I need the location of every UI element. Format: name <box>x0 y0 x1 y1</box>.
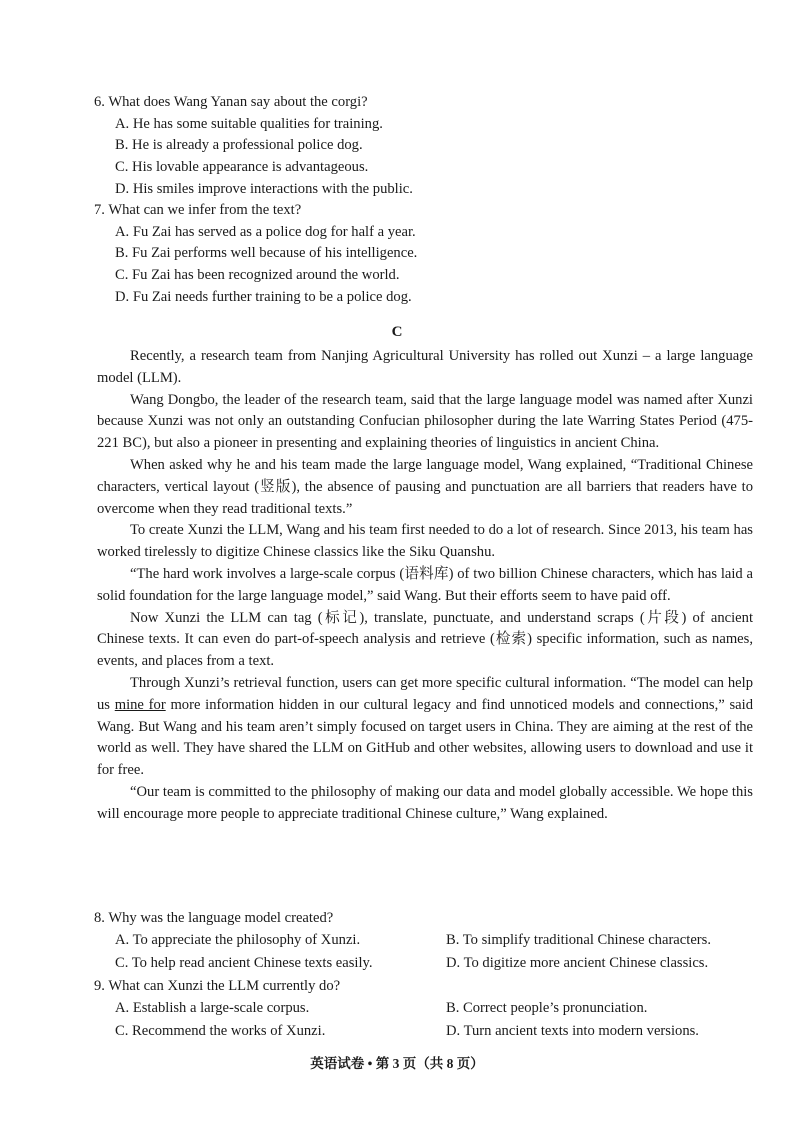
passage-paragraph-4: To create Xunzi the LLM, Wang and his team first needed to do a lot of research. Since 2013, his team has worked tirelessly to digitize Chinese classics like the Siku Quanshu. <box>97 522 753 561</box>
passage-paragraph-3: When asked why he and his team made the large language model, Wang explained, “Traditional Chinese characters, vertical layout (竖版), the absence of pausing and punctuation are all barriers that readers have to overcome when they read traditional texts.” <box>97 456 753 517</box>
question-6-options <box>115 114 413 201</box>
passage-paragraph-7 <box>97 673 753 782</box>
q8-options-row-1 <box>115 930 755 952</box>
question-9: 9. What can Xunzi the LLM currently do? <box>94 978 341 994</box>
q7-option-c: C. Fu Zai has been recognized around the world. <box>115 267 400 284</box>
q6-option-c: C. His lovable appearance is advantageous. <box>115 159 369 176</box>
q9-option-c: C. Recommend the works of Xunzi. <box>115 1023 326 1039</box>
page-footer: 英语试卷 • 第 3 页（共 8 页） <box>310 1056 484 1071</box>
underlined-phrase: mine for <box>114 696 166 713</box>
passage <box>97 346 753 826</box>
q9-options-row-2 <box>115 1021 755 1043</box>
question-7: 7. What can we infer from the text? <box>94 202 302 218</box>
q7-option-d: D. Fu Zai needs further training to be a police dog. <box>115 288 412 305</box>
q8-option-c: C. To help read ancient Chinese texts easily. <box>115 955 373 971</box>
question-6: 6. What does Wang Yanan say about the corgi? <box>94 94 368 110</box>
passage-paragraph-2: Wang Dongbo, the leader of the research team, said that the large language model was named after Xunzi because Xunzi was not only an outstanding Confucian philosopher during the late Warring States Period (475-221 BC), but also a pioneer in presenting and explaining theories of linguistics in ancient China. <box>97 391 753 452</box>
q6-option-d: D. His smiles improve interactions with the public. <box>115 180 413 197</box>
q6-option-b: B. He is already a professional police dog. <box>115 137 363 154</box>
passage-paragraph-6: Now Xunzi the LLM can tag (标记), translate, punctuate, and understand scraps (片段) of ancient Chinese texts. It can even do part-of-speech analysis and retrieve (检索) specific information, such as names, events, and places from a text. <box>97 609 753 670</box>
q7-option-b: B. Fu Zai performs well because of his intelligence. <box>115 245 418 262</box>
p7-text-after: more information hidden in our cultural legacy and find unnoticed models and connections,” said Wang. But Wang and his team aren’t simply focused on target users in China. They are aiming at the rest of the world as well. They have shared the LLM on GitHub and other websites, allowing users to download and use it for free. <box>97 696 753 779</box>
q6-option-a: A. He has some suitable qualities for training. <box>115 115 383 132</box>
q8-option-a: A. To appreciate the philosophy of Xunzi. <box>115 932 361 948</box>
q8-option-d: D. To digitize more ancient Chinese classics. <box>446 955 709 971</box>
q9-option-d: D. Turn ancient texts into modern versions. <box>446 1023 699 1039</box>
passage-paragraph-1: Recently, a research team from Nanjing Agricultural University has rolled out Xunzi – a large language model (LLM). <box>97 348 753 386</box>
section-title: C <box>391 324 403 340</box>
question-7-options <box>115 222 417 309</box>
q7-option-a: A. Fu Zai has served as a police dog for half a year. <box>115 223 416 240</box>
passage-paragraph-5: “The hard work involves a large-scale corpus (语料库) of two billion Chinese characters, which has laid a solid foundation for the large language model,” said Wang. But their efforts seem to have paid off. <box>97 565 753 604</box>
q9-options-row-1 <box>115 998 755 1020</box>
passage-paragraph-8: “Our team is committed to the philosophy of making our data and model globally accessible. We hope this will encourage more people to appreciate traditional Chinese culture,” Wang explained. <box>97 783 753 822</box>
q9-option-a: A. Establish a large-scale corpus. <box>115 1000 310 1016</box>
question-8: 8. Why was the language model created? <box>94 910 334 926</box>
q9-option-b: B. Correct people’s pronunciation. <box>446 1000 648 1016</box>
p7-text-before: Through Xunzi’s retrieval function, users can get more specific cultural information. “The model can help us <box>97 674 753 713</box>
q8-option-b: B. To simplify traditional Chinese characters. <box>446 932 711 948</box>
q8-options-row-2 <box>115 953 755 975</box>
